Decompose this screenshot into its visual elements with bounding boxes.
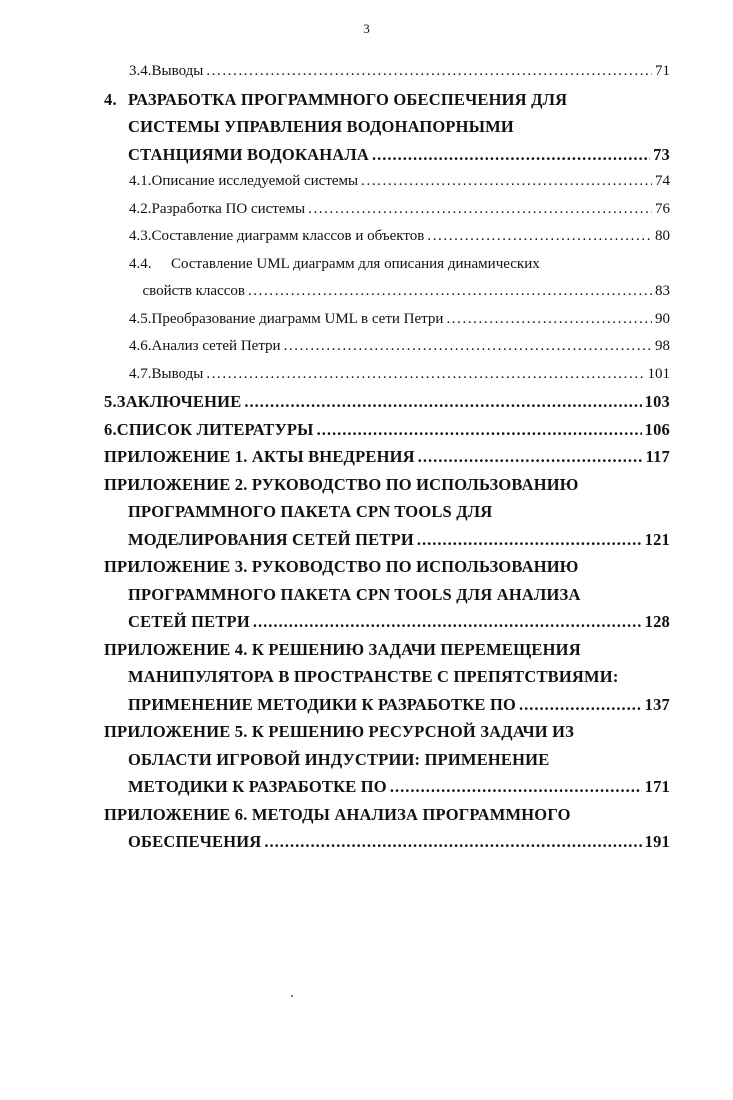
toc-entry-4-2[interactable] <box>104 196 670 224</box>
toc-entry-title: Разработка ПО системы <box>151 200 306 217</box>
toc-entry-title-cont: СТАНЦИЯМИ ВОДОКАНАЛА <box>128 144 370 164</box>
toc-entry-title: ПРИЛОЖЕНИЕ 1. АКТЫ ВНЕДРЕНИЯ <box>104 447 415 466</box>
toc-entry-title: Составление диаграмм классов и объектов <box>151 228 425 244</box>
toc-entry-page: 90 <box>655 310 670 327</box>
toc-appendix-5[interactable] <box>104 718 670 746</box>
toc-entry-6[interactable] <box>104 416 670 444</box>
toc-entry-number: 5. <box>104 392 117 411</box>
toc-entry-title-cont: ПРИМЕНЕНИЕ МЕТОДИКИ К РАЗРАБОТКЕ ПО <box>128 694 517 714</box>
toc-entry-4[interactable] <box>104 86 670 114</box>
toc-entry-page: 106 <box>644 419 670 439</box>
dot-leader <box>284 333 652 361</box>
toc-entry-number: 4.7. <box>129 365 152 382</box>
toc-entry-page: 171 <box>644 777 670 796</box>
dot-leader <box>253 608 642 636</box>
toc-entry-page: 191 <box>644 832 670 851</box>
dot-leader <box>361 168 652 196</box>
toc-entry-page: 137 <box>644 694 670 714</box>
toc-entry-title-cont: свойств классов <box>142 283 245 299</box>
dot-leader <box>417 526 642 554</box>
toc-entry-title-cont: СЕТЕЙ ПЕТРИ <box>128 612 250 631</box>
toc-entry-page: 117 <box>645 447 670 466</box>
toc-appendix-2-cont[interactable] <box>104 526 670 554</box>
toc-appendix-4-cont[interactable] <box>104 691 670 719</box>
dot-leader <box>390 773 642 801</box>
toc-appendix-4[interactable] <box>104 636 670 664</box>
toc-entry-number: 3.4. <box>129 63 152 79</box>
dot-leader <box>244 388 641 416</box>
toc-entry-number: 4.1. <box>129 173 152 189</box>
dot-leader <box>372 141 650 169</box>
toc-appendix-3[interactable] <box>104 553 670 581</box>
toc-entry-4-4-cont[interactable] <box>104 278 670 306</box>
toc-entry-title: ПРИЛОЖЕНИЕ 3. РУКОВОДСТВО ПО ИСПОЛЬЗОВАНИЮ <box>104 557 579 576</box>
toc-entry-number: 4. <box>104 89 117 109</box>
toc-entry-title-cont: ПРОГРАММНОГО ПАКЕТА CPN TOOLS ДЛЯ АНАЛИЗА <box>128 584 581 604</box>
toc-entry-title-cont: ПРОГРАММНОГО ПАКЕТА CPN TOOLS ДЛЯ <box>128 502 493 521</box>
toc-entry-number: 4.5. <box>129 310 152 327</box>
toc-entry-title-cont: СИСТЕМЫ УПРАВЛЕНИЯ ВОДОНАПОРНЫМИ <box>128 117 514 136</box>
toc-entry-title-cont: МОДЕЛИРОВАНИЯ СЕТЕЙ ПЕТРИ <box>128 529 414 549</box>
toc-entry-page: 103 <box>644 392 670 411</box>
toc-entry-title-cont: МАНИПУЛЯТОРА В ПРОСТРАНСТВЕ С ПРЕПЯТСТВИЯМИ: <box>128 667 619 686</box>
toc-entry-title: РАЗРАБОТКА ПРОГРАММНОГО ОБЕСПЕЧЕНИЯ ДЛЯ <box>128 89 568 109</box>
toc-entry-number: 4.4. <box>129 255 152 272</box>
dot-leader <box>308 196 652 224</box>
dot-leader <box>206 361 644 389</box>
toc-entry-page: 98 <box>655 338 670 354</box>
toc-entry-number: 4.3. <box>129 228 152 244</box>
toc-entry-title: Составление UML диаграмм для описания динамических <box>171 255 540 272</box>
toc-entry-4-5[interactable] <box>104 306 670 334</box>
page-number: 3 <box>363 21 370 36</box>
dot-leader <box>264 828 641 856</box>
toc-entry-page: 83 <box>655 283 670 299</box>
toc-entry-title-cont: ОБЛАСТИ ИГРОВОЙ ИНДУСТРИИ: ПРИМЕНЕНИЕ <box>128 749 550 769</box>
toc-entry-4-6[interactable] <box>104 333 670 361</box>
toc-entry-4-3[interactable] <box>104 223 670 251</box>
toc-appendix-6-cont[interactable] <box>104 828 670 856</box>
toc-entry-page: 76 <box>655 200 670 217</box>
toc-appendix-3-cont[interactable] <box>104 581 670 609</box>
toc-entry-title: ПРИЛОЖЕНИЕ 2. РУКОВОДСТВО ПО ИСПОЛЬЗОВАНИЮ <box>104 474 579 494</box>
table-of-contents <box>104 58 670 856</box>
dot-leader <box>446 306 652 334</box>
toc-entry-title-cont: МЕТОДИКИ К РАЗРАБОТКЕ ПО <box>128 777 387 796</box>
toc-entry-page: 128 <box>644 612 670 631</box>
dot-leader <box>248 278 652 306</box>
toc-entry-4-7[interactable] <box>104 361 670 389</box>
toc-entry-title: ПРИЛОЖЕНИЕ 5. К РЕШЕНИЮ РЕСУРСНОЙ ЗАДАЧИ ИЗ <box>104 722 575 741</box>
toc-appendix-2-cont[interactable] <box>104 498 670 526</box>
toc-entry-title: Преобразование диаграмм UML в сети Петри <box>151 310 444 327</box>
toc-appendix-4-cont[interactable] <box>104 663 670 691</box>
toc-entry-title: Анализ сетей Петри <box>151 338 281 354</box>
toc-entry-5[interactable] <box>104 388 670 416</box>
toc-entry-page: 73 <box>653 144 670 164</box>
toc-entry-4-1[interactable] <box>104 168 670 196</box>
toc-appendix-2[interactable] <box>104 471 670 499</box>
toc-appendix-5-cont[interactable] <box>104 773 670 801</box>
toc-entry-4-4[interactable] <box>104 251 670 279</box>
toc-entry-title: Выводы <box>151 63 204 79</box>
toc-entry-title: Описание исследуемой системы <box>151 173 359 189</box>
dot-leader <box>519 691 642 719</box>
toc-appendix-1[interactable] <box>104 443 670 471</box>
toc-entry-title-cont: ОБЕСПЕЧЕНИЯ <box>128 832 262 851</box>
toc-entry-page: 80 <box>655 228 670 244</box>
scan-speck <box>291 995 293 997</box>
toc-entry-number: 6. <box>104 419 117 439</box>
dot-leader <box>418 443 643 471</box>
dot-leader <box>427 223 652 251</box>
toc-appendix-6[interactable] <box>104 801 670 829</box>
dot-leader <box>206 58 652 86</box>
toc-entry-3-4[interactable] <box>104 58 670 86</box>
toc-entry-4-cont[interactable] <box>104 141 670 169</box>
toc-entry-page: 121 <box>644 529 670 549</box>
toc-entry-4-cont[interactable] <box>104 113 670 141</box>
toc-entry-title: ПРИЛОЖЕНИЕ 4. К РЕШЕНИЮ ЗАДАЧИ ПЕРЕМЕЩЕНИЯ <box>104 639 581 659</box>
toc-entry-number: 4.2. <box>129 200 152 217</box>
toc-entry-page: 74 <box>655 173 670 189</box>
dot-leader <box>317 416 642 444</box>
toc-entry-title: Выводы <box>151 365 204 382</box>
toc-entry-title: ЗАКЛЮЧЕНИЕ <box>116 392 242 411</box>
toc-entry-page: 101 <box>647 365 670 382</box>
toc-entry-page: 71 <box>655 63 670 79</box>
toc-entry-number: 4.6. <box>129 338 152 354</box>
toc-appendix-5-cont[interactable] <box>104 746 670 774</box>
toc-entry-title: ПРИЛОЖЕНИЕ 6. МЕТОДЫ АНАЛИЗА ПРОГРАММНОГО <box>104 804 571 824</box>
toc-entry-title: СПИСОК ЛИТЕРАТУРЫ <box>116 419 314 439</box>
toc-appendix-3-cont[interactable] <box>104 608 670 636</box>
